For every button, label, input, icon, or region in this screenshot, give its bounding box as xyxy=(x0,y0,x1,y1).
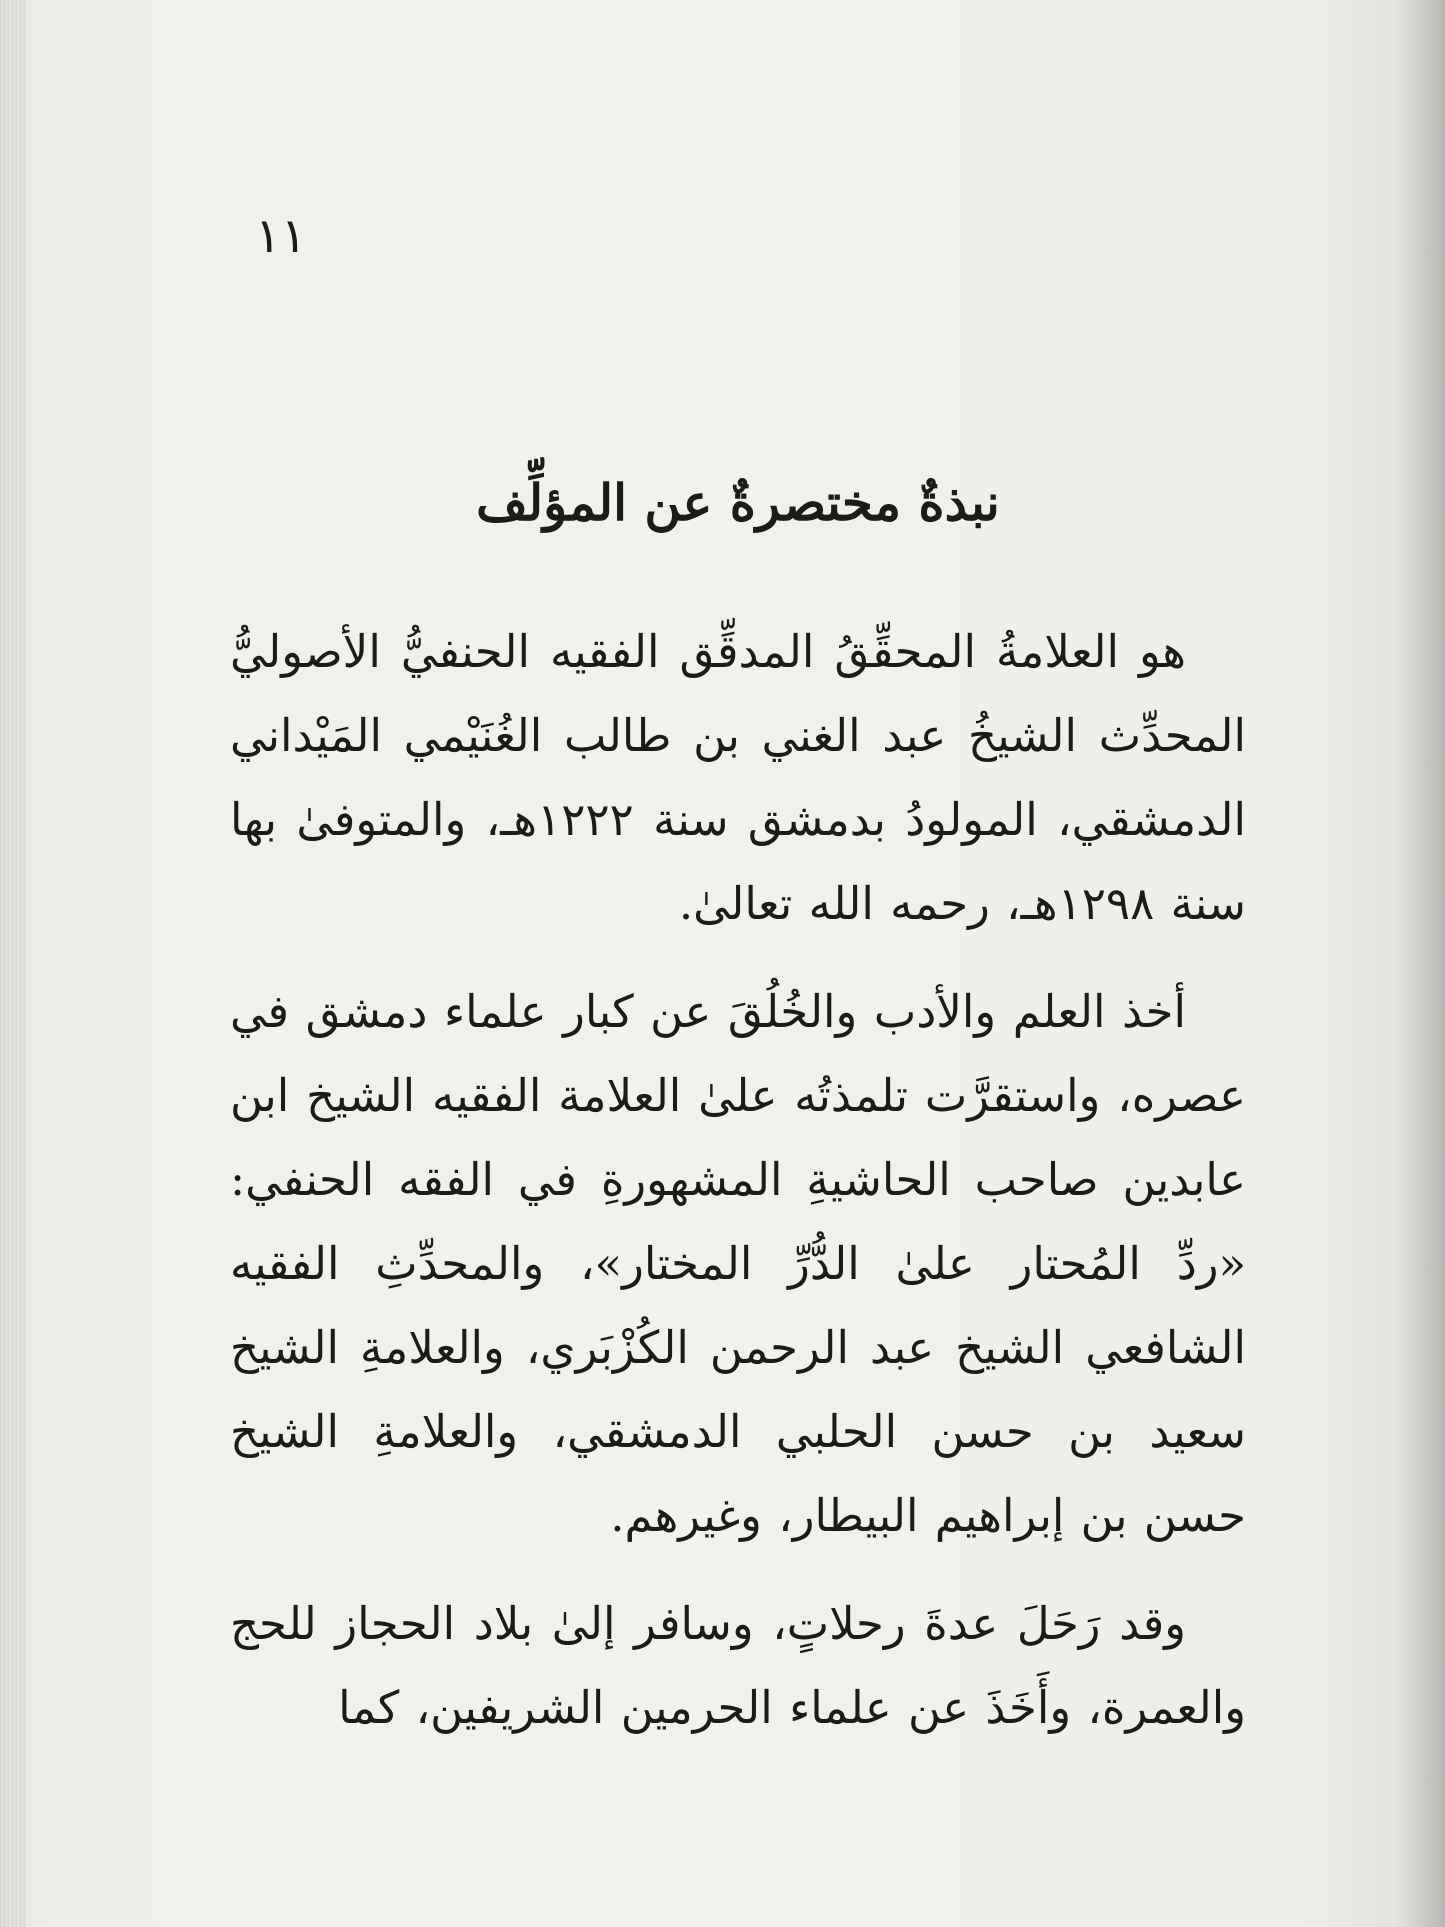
page-number: ١١ xyxy=(255,208,307,264)
binding-shadow xyxy=(1395,0,1445,1927)
section-heading: نبذةٌ مختصرةٌ عن المؤلِّف xyxy=(476,473,1000,532)
paragraph: أخذ العلم والأدب والخُلُقَ عن كبار علماء دمشق في عصره، واستقرَّت تلمذتُه علىٰ العلامة الفقيه الشيخ ابن عابدين صاحب الحاشيةِ المشهورةِ في الفقه الحنفي: «ردِّ المُحتار علىٰ الدُّرِّ المختار»، والمحدِّثِ الفقيه الشافعي الشيخ عبد الرحمن الكُزْبَري، والعلامةِ الشيخ سعيد بن حسن الحلبي الدمشقي، والعلامةِ الشيخ حسن بن إبراهيم البيطار، وغيرهم. xyxy=(230,985,1246,1542)
paragraph: هو العلامةُ المحقِّقُ المدقِّق الفقيه الحنفيُّ الأصوليُّ المحدِّث الشيخُ عبد الغني بن طالب الغُنَيْمي المَيْداني الدمشقي، المولودُ بدمشق سنة ١٢٢٢هـ، والمتوفىٰ بها سنة ١٢٩٨هـ، رحمه الله تعالىٰ. xyxy=(230,625,1246,930)
body-text xyxy=(230,610,1246,1750)
paragraph: وقد رَحَلَ عدةَ رحلاتٍ، وسافر إلىٰ بلاد الحجاز للحج والعمرة، وأَخَذَ عن علماء الحرمين الشريفين، كما xyxy=(230,1597,1246,1734)
page-stack-edge xyxy=(0,0,26,1927)
